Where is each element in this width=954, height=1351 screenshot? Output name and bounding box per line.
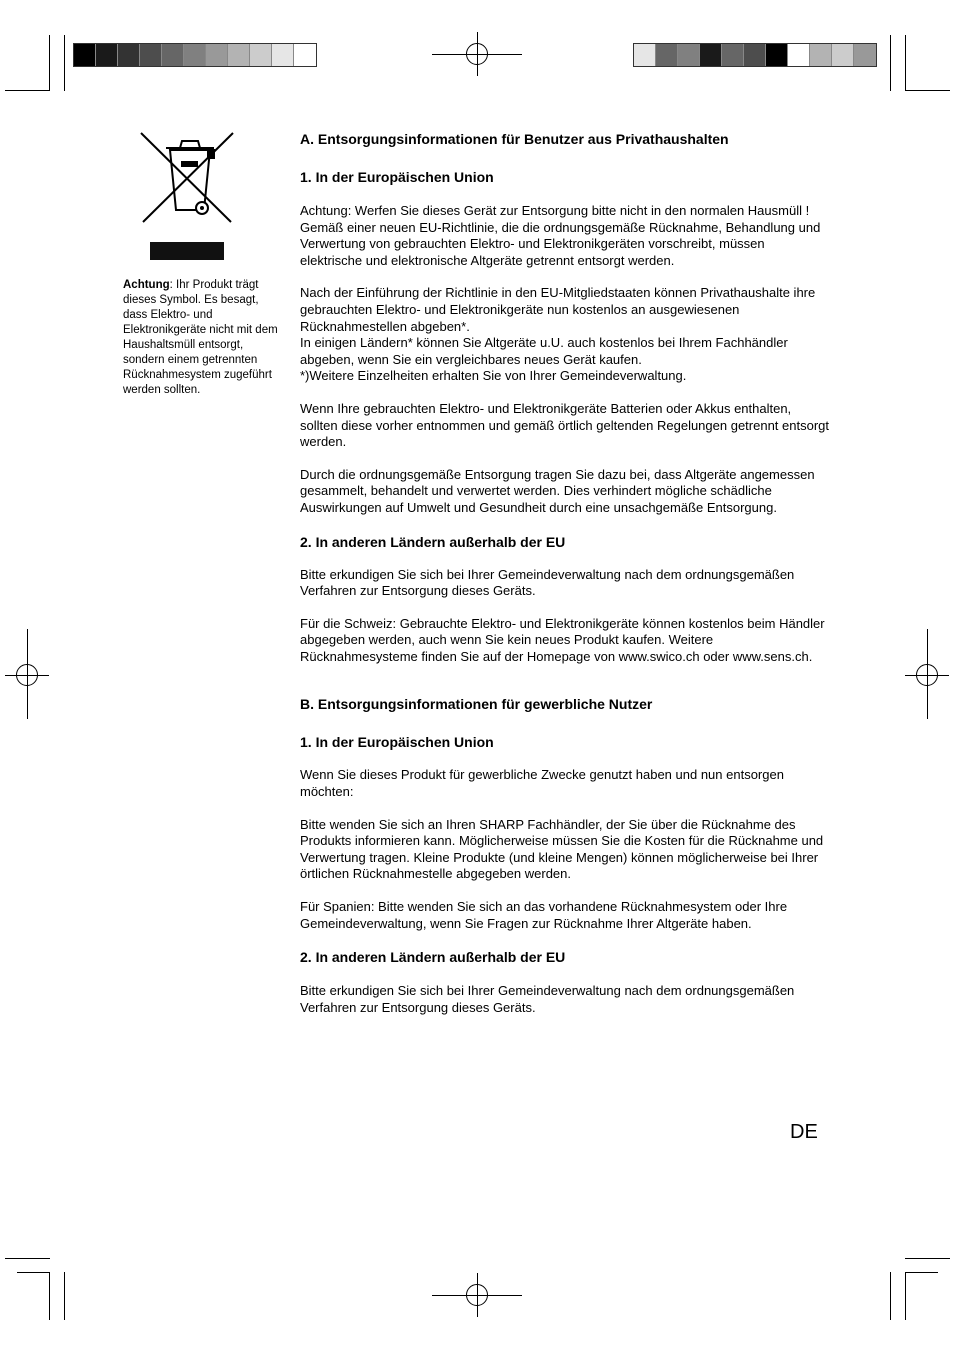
- registration-mark: [916, 664, 938, 686]
- paragraph: Für die Schweiz: Gebrauchte Elektro- und Elektronikgeräte können kostenlos beim Händler abgegeben werden, auch wenn Sie kein neues Produkt kaufen. Weitere Rücknahmesysteme finden Sie auf der Homepage von www.swico.ch oder www.sens.ch.: [300, 615, 825, 664]
- paragraph: Nach der Einführung der Richtlinie in den EU-Mitgliedstaaten können Privathaushalte ihre gebrauchten Elektro- und Elektronikgeräte nun kostenlos an ausgewiesenen Rücknahmestellen abgeben*.: [300, 285, 816, 334]
- paragraph: Durch die ordnungsgemäße Entsorgung tragen Sie dazu bei, dass Altgeräte angemessen gesammelt, behandelt und verwertet werden. Dies verhindert mögliche schädliche Auswirkungen auf Umwelt und Gesundheit durch eine unsachgemäße Entsorgung.: [300, 466, 815, 515]
- separator-bar: [150, 242, 224, 260]
- swatch: [766, 44, 788, 66]
- swatch: [634, 44, 656, 66]
- crop-mark: [905, 90, 950, 91]
- section-a-eu-heading: 1. In der Europäischen Union: [300, 169, 494, 185]
- note-bold: Achtung: [123, 279, 170, 291]
- registration-mark: [466, 43, 488, 65]
- paragraph: Wenn Ihre gebrauchten Elektro- und Elektronikgeräte Batterien oder Akkus enthalten, sollten diese vorher entnommen und gemäß örtlich geltenden Regelungen getrennt entsorgt werden.: [300, 400, 830, 450]
- swatch: [744, 44, 766, 66]
- swatch: [788, 44, 810, 66]
- crop-mark: [890, 35, 891, 91]
- swatch: [162, 44, 184, 66]
- crop-mark: [905, 1272, 906, 1320]
- swatch: [228, 44, 250, 66]
- paragraph: Achtung: Werfen Sie dieses Gerät zur Entsorgung bitte nicht in den normalen Hausmüll !: [300, 203, 810, 218]
- main-content: [300, 130, 830, 1016]
- sidebar-note: [123, 278, 283, 398]
- registration-mark: [16, 664, 38, 686]
- section-a-other-heading: 2. In anderen Ländern außerhalb der EU: [300, 533, 566, 550]
- paragraph: Für Spanien: Bitte wenden Sie sich an das vorhandene Rücknahmesystem oder Ihre Gemeindeverwaltung, wenn Sie Fragen zur Rücknahme Ihrer Altgeräte haben.: [300, 899, 788, 931]
- section-b-title: B. Entsorgungsinformationen für gewerbliche Nutzer: [300, 696, 653, 713]
- paragraph: Wenn Sie dieses Produkt für gewerbliche Zwecke genutzt haben und nun entsorgen möchten:: [300, 767, 784, 800]
- swatch: [656, 44, 678, 66]
- crop-mark: [890, 1272, 891, 1320]
- section-b-eu-heading: 1. In der Europäischen Union: [300, 734, 494, 751]
- swatch: [250, 44, 272, 66]
- swatch: [678, 44, 700, 66]
- paragraph: Bitte erkundigen Sie sich bei Ihrer Gemeindeverwaltung nach dem ordnungsgemäßen Verfahren zur Entsorgung dieses Geräts.: [300, 983, 795, 1015]
- note-text: : Ihr Produkt trägt dieses Symbol. Es besagt, dass Elektro- und Elektronikgeräte nicht mit dem Haushaltsmüll entsorgt, sondern einem getrennten Rücknahmesystem zugeführt werden sollten.: [123, 279, 278, 396]
- color-bar-right: [633, 43, 877, 67]
- swatch: [96, 44, 118, 66]
- swatch: [700, 44, 722, 66]
- swatch: [206, 44, 228, 66]
- crop-mark: [64, 35, 65, 91]
- crop-mark: [49, 1272, 50, 1320]
- crop-mark: [49, 35, 50, 91]
- section-a-title: A. Entsorgungsinformationen für Benutzer aus Privathaushalten: [300, 131, 729, 147]
- paragraph: Bitte wenden Sie sich an Ihren SHARP Fachhändler, der Sie über die Rücknahme des Produkts informieren kann. Möglicherweise müssen Sie die Kosten für die Rücknahme und Verwertung tragen. Kleine Produkte (und kleine Mengen) können möglicherweise bei Ihrer örtlichen Rücknahmestelle abgegeben werden.: [300, 816, 824, 882]
- language-code: DE: [790, 1121, 818, 1143]
- paragraph: *)Weitere Einzelheiten erhalten Sie von Ihrer Gemeindeverwaltung.: [300, 368, 687, 384]
- swatch: [140, 44, 162, 66]
- swatch: [184, 44, 206, 66]
- registration-mark: [466, 1284, 488, 1306]
- swatch: [854, 44, 876, 66]
- crop-mark: [5, 90, 50, 91]
- crop-mark: [5, 1258, 50, 1259]
- swatch: [118, 44, 140, 66]
- crop-mark: [905, 1272, 938, 1273]
- paragraph: Gemäß einer neuen EU-Richtlinie, die die ordnungsgemäße Rücknahme, Behandlung und Verwertung von gebrauchten Elektro- und Elektronikgeräten vorschreibt, müssen elektrische und elektronische Altgeräte getrennt entsorgt werden.: [300, 219, 821, 268]
- crop-mark: [17, 1272, 50, 1273]
- color-bar-left: [73, 43, 317, 67]
- crop-mark: [64, 1272, 65, 1320]
- swatch: [74, 44, 96, 66]
- paragraph: Bitte erkundigen Sie sich bei Ihrer Gemeindeverwaltung nach dem ordnungsgemäßen Verfahren zur Entsorgung dieses Geräts.: [300, 566, 795, 599]
- swatch: [294, 44, 316, 66]
- crop-mark: [905, 35, 906, 91]
- paragraph: In einigen Ländern* können Sie Altgeräte u.U. auch kostenlos bei Ihrem Fachhändler abgeben, wenn Sie ein vergleichbares neues Gerät kaufen.: [300, 335, 788, 367]
- swatch: [810, 44, 832, 66]
- swatch: [272, 44, 294, 66]
- swatch: [722, 44, 744, 66]
- crossed-out-wheelie-bin-icon: [138, 130, 236, 226]
- section-b-other-heading: 2. In anderen Ländern außerhalb der EU: [300, 949, 566, 966]
- swatch: [832, 44, 854, 66]
- crop-mark: [905, 1258, 950, 1259]
